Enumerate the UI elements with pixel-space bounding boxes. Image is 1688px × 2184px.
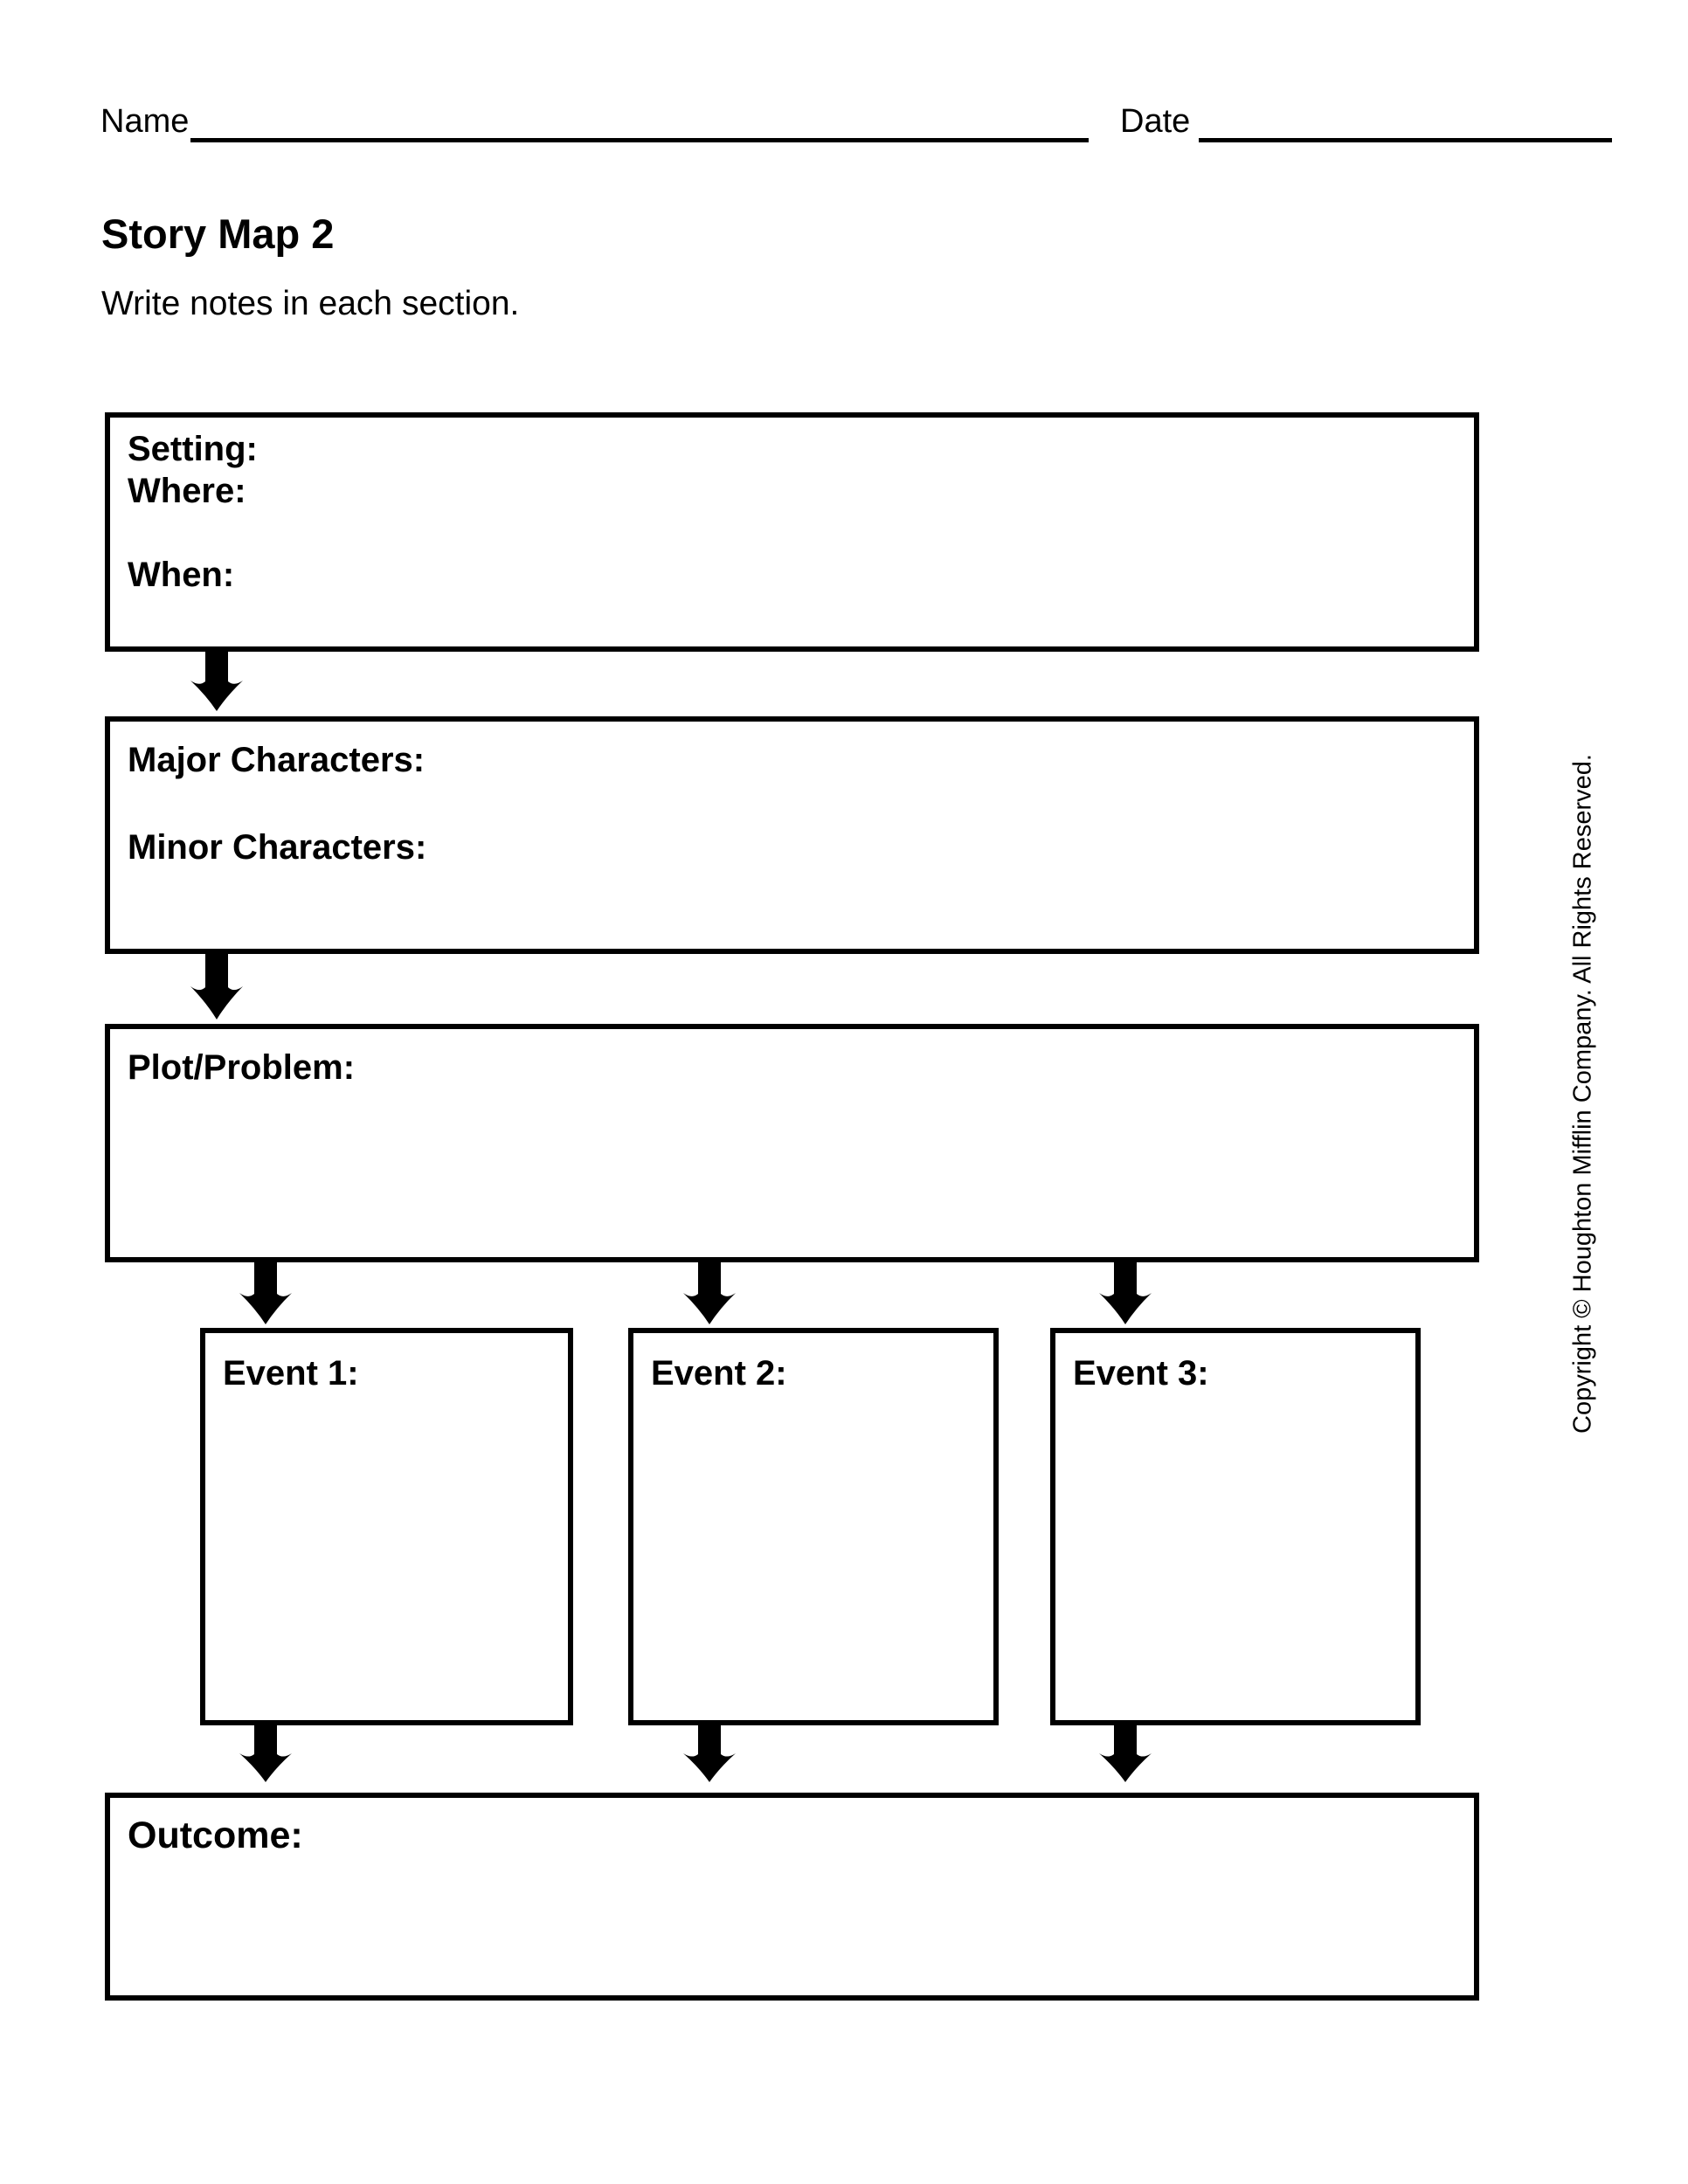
minor-characters-label: Minor Characters: bbox=[128, 828, 427, 867]
event-2-box[interactable] bbox=[628, 1328, 999, 1725]
copyright-notice: Copyright © Houghton Mifflin Company. All Rights Reserved. bbox=[1568, 754, 1597, 1434]
characters-box[interactable] bbox=[105, 716, 1479, 954]
down-arrow-icon bbox=[189, 650, 245, 711]
outcome-box[interactable] bbox=[105, 1793, 1479, 2001]
plot-problem-box[interactable] bbox=[105, 1024, 1479, 1262]
down-arrow-icon bbox=[1097, 1724, 1153, 1782]
plot-problem-label: Plot/Problem: bbox=[128, 1048, 356, 1087]
down-arrow-icon bbox=[1097, 1261, 1153, 1324]
down-arrow-icon bbox=[681, 1724, 737, 1782]
event-1-label: Event 1: bbox=[223, 1354, 359, 1393]
down-arrow-icon bbox=[238, 1724, 294, 1782]
event-2-label: Event 2: bbox=[651, 1354, 787, 1393]
setting-box[interactable] bbox=[105, 412, 1479, 652]
event-3-label: Event 3: bbox=[1073, 1354, 1209, 1393]
setting-label: Setting: bbox=[128, 430, 258, 468]
name-label: Name bbox=[100, 103, 190, 140]
down-arrow-icon bbox=[189, 953, 245, 1019]
name-input-line[interactable] bbox=[190, 138, 1089, 142]
outcome-label: Outcome: bbox=[128, 1814, 303, 1856]
down-arrow-icon bbox=[238, 1261, 294, 1324]
setting-when-label: When: bbox=[128, 556, 235, 594]
event-3-box[interactable] bbox=[1050, 1328, 1421, 1725]
major-characters-label: Major Characters: bbox=[128, 741, 425, 779]
setting-where-label: Where: bbox=[128, 472, 246, 510]
page-instructions: Write notes in each section. bbox=[101, 285, 520, 322]
page-title: Story Map 2 bbox=[101, 211, 335, 257]
down-arrow-icon bbox=[681, 1261, 737, 1324]
event-1-box[interactable] bbox=[200, 1328, 573, 1725]
date-label: Date bbox=[1120, 103, 1191, 140]
date-input-line[interactable] bbox=[1199, 138, 1612, 142]
